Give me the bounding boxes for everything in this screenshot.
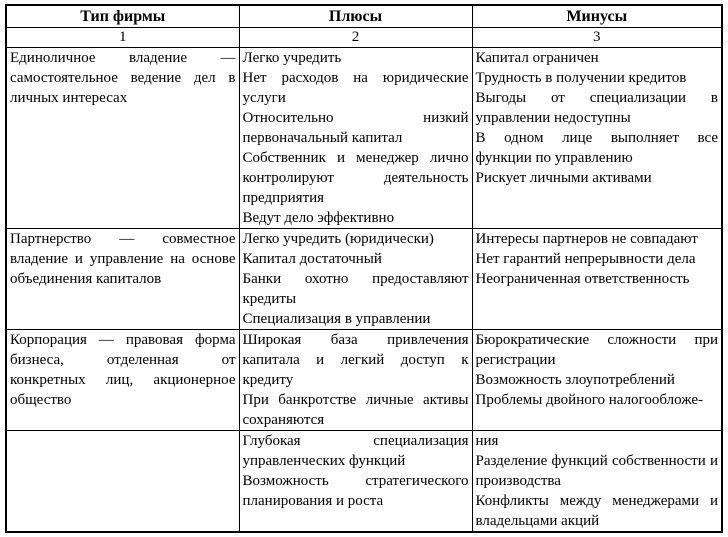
pro-item: Широкая база привлечения капитала и легкий доступ к кредиту [242,332,469,388]
con-item: Бюрократические сложности при регистрации [475,332,718,368]
column-number-row [6,28,722,48]
cell-cons [472,229,722,330]
cell-firm-type [6,229,239,330]
cell-cons [472,48,722,229]
pro-item: Легко учредить [242,50,342,66]
table-row-corporation-continued [6,431,722,533]
table-row-sole-proprietorship [6,48,722,229]
con-item: Выгоды от специализации в управлении недоступны [475,90,718,126]
cell-cons [472,330,722,431]
cell-firm-type [6,431,239,533]
cell-firm-type [6,330,239,431]
con-item: Возможность злоупотреблений [475,372,675,388]
pro-item: Собственник и менеджер лично контролируют деятельность предприятия [242,150,469,206]
column-header-firm-type: Тип фирмы [6,5,239,28]
con-item: ния [475,433,499,449]
con-item: Трудность в получении кредитов [475,70,687,86]
pro-item: Банки охотно предоставляют кредиты [242,271,469,307]
con-item: Разделение функций собственности и производства [475,453,718,489]
pro-item: Возможность стратегического планирования и роста [242,473,469,509]
pro-item: Относительно низкий первоначальный капитал [242,110,469,146]
table-row-corporation [6,330,722,431]
pro-item: Капитал достаточный [242,251,382,267]
con-item: Рискует личными активами [475,170,652,186]
header-row [6,5,722,28]
pro-item: При банкротстве личные активы сохраняются [242,392,469,428]
con-item: Конфликты между менеджерами и владельцами акций [475,493,718,529]
cell-pros [239,431,472,533]
column-number-1: 1 [6,28,239,48]
cell-firm-type [6,48,239,229]
table-row-partnership [6,229,722,330]
firm-type-text: Корпорация — правовая форма бизнеса, отделенная от конкретных лиц, акционерное общество [10,332,236,408]
cell-pros [239,330,472,431]
con-item: В одном лице выполняет все функции по управлению [475,130,718,166]
cell-pros [239,229,472,330]
con-item: Интересы партнеров не совпадают [475,231,698,247]
cell-pros [239,48,472,229]
firm-type-text: Партнерство — совместное владение и управление на основе объединения капиталов [10,231,236,287]
con-item: Неограниченная ответственность [475,271,690,287]
column-header-pros: Плюсы [239,5,472,28]
column-number-3: 3 [472,28,722,48]
column-header-cons: Минусы [472,5,722,28]
con-item: Проблемы двойного налогообложе- [475,392,704,408]
pro-item: Специализация в управлении [242,311,431,327]
pro-item: Легко учредить (юридически) [242,231,434,247]
con-item: Нет гарантий непрерывности дела [475,251,696,267]
column-number-2: 2 [239,28,472,48]
firm-types-table [5,4,723,533]
pro-item: Глубокая специализация управленческих функций [242,433,469,469]
cell-cons [472,431,722,533]
pro-item: Ведут дело эффективно [242,210,395,226]
firm-type-text: Единоличное владение — самостоятельное ведение дел в личных интересах [10,50,236,106]
pro-item: Нет расходов на юридические услуги [242,70,469,106]
con-item: Капитал ограничен [475,50,599,66]
